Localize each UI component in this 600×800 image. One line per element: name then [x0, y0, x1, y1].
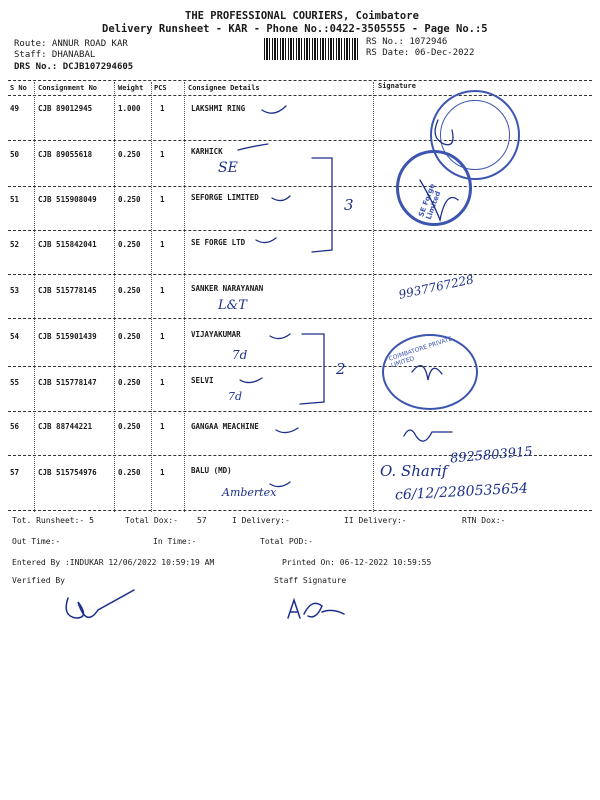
row-sno: 53: [10, 286, 20, 295]
arrow-stroke: [272, 196, 290, 201]
row-consignment: CJB 515901439: [38, 332, 97, 341]
row-pcs: 1: [160, 422, 165, 431]
row-weight: 0.250: [118, 378, 141, 387]
handwritten-note: Ambertex: [222, 486, 277, 499]
entered-by: Entered By :INDUKAR 12/06/2022 10:59:19 AM: [12, 558, 215, 567]
rs-date: RS Date: 06-Dec-2022: [366, 48, 475, 58]
ii-delivery: II Delivery:-: [344, 516, 407, 525]
drs-number: DRS No.: DCJB107294605: [14, 62, 134, 72]
row-consignee: SEFORGE LIMITED: [191, 193, 259, 202]
printed-on: Printed On: 06-12-2022 10:59:55: [282, 558, 432, 567]
row-consignee: SELVI: [191, 376, 214, 385]
row-sno: 50: [10, 150, 20, 159]
handwritten-phone: c6/12/2280535654: [394, 480, 529, 504]
handwritten-note: SE: [218, 160, 238, 176]
arrow-stroke: [256, 238, 276, 243]
row-pcs: 1: [160, 195, 165, 204]
handwritten-note: 7d: [232, 348, 248, 362]
row-consignee: VIJAYAKUMAR: [191, 330, 241, 339]
row-sno: 51: [10, 195, 20, 204]
handwritten-signature: O. Sharif: [380, 462, 448, 480]
route-label: Route: ANNUR ROAD KAR: [14, 39, 128, 49]
row-consignee: BALU (MD): [191, 466, 232, 475]
row-weight: 0.250: [118, 422, 141, 431]
table-bottom-rule: [8, 510, 592, 511]
row-weight: 0.250: [118, 286, 141, 295]
col-divider: [114, 82, 115, 512]
row-rule: [8, 366, 592, 367]
handwritten-bracket-count: 2: [336, 360, 346, 378]
privat-stamp: [382, 334, 478, 410]
in-time: In Time:-: [153, 537, 197, 546]
row-pcs: 1: [160, 468, 165, 477]
row-weight: 0.250: [118, 240, 141, 249]
staff-label: Staff: DHANABAL: [14, 50, 96, 60]
row-consignee: KARHICK: [191, 147, 223, 156]
row-rule: [8, 186, 592, 187]
row-consignment: CJB 515778147: [38, 378, 97, 387]
bracket-stroke: [312, 158, 332, 252]
header-bottom-rule: [8, 95, 592, 96]
row-pcs: 1: [160, 240, 165, 249]
row-sno: 57: [10, 468, 20, 477]
row-consignee: LAKSHMI RING: [191, 104, 246, 113]
stamp-text: COIMBATORE PRIVATE LIMITED: [387, 335, 454, 370]
col-divider: [151, 82, 152, 512]
verified-signature: [66, 590, 134, 618]
row-consignment: CJB 88744221: [38, 422, 93, 431]
row-sno: 56: [10, 422, 20, 431]
company-title: THE PROFESSIONAL COURIERS, Coimbatore: [185, 10, 419, 22]
row-weight: 0.250: [118, 195, 141, 204]
row-consignment: CJB 89012945: [38, 104, 93, 113]
row-pcs: 1: [160, 150, 165, 159]
row-sno: 49: [10, 104, 20, 113]
tot-runsheet: Tot. Runsheet:- 5: [12, 516, 94, 525]
row-consignment: CJB 515908049: [38, 195, 97, 204]
col-divider: [34, 82, 35, 512]
col-signature: Signature: [378, 82, 416, 90]
row-rule: [8, 318, 592, 319]
col-divider: [373, 82, 374, 512]
row-weight: 1.000: [118, 104, 141, 113]
row-consignee: GANGAA MEACHINE: [191, 422, 259, 431]
row-pcs: 1: [160, 104, 165, 113]
arrow-stroke: [262, 106, 286, 113]
staff-signature-stroke: [288, 600, 344, 618]
stamp-text: SE Forge Limited: [417, 182, 443, 221]
row-pcs: 1: [160, 332, 165, 341]
col-sno: S No: [10, 84, 27, 92]
row-rule: [8, 274, 592, 275]
seforge-stamp: [396, 150, 472, 226]
row-weight: 0.250: [118, 332, 141, 341]
row-consignee: SANKER NARAYANAN: [191, 284, 264, 293]
rtn-dox: RTN Dox:-: [462, 516, 506, 525]
verified-by-label: Verified By: [12, 576, 65, 585]
col-consignment: Consignment No: [38, 84, 98, 92]
row-sno: 54: [10, 332, 20, 341]
arrow-stroke: [238, 144, 268, 150]
handwritten-phone: 9937767228: [397, 272, 475, 302]
bracket-stroke: [300, 334, 324, 404]
arrow-stroke: [270, 334, 290, 339]
runsheet-subtitle: Delivery Runsheet - KAR - Phone No.:0422-3505555 - Page No.:5: [102, 23, 488, 35]
row-consignment: CJB 515754976: [38, 468, 97, 477]
row-pcs: 1: [160, 286, 165, 295]
total-dox-value: 57: [197, 516, 207, 525]
table-top-rule: [8, 80, 592, 81]
out-time: Out Time:-: [12, 537, 61, 546]
row-rule: [8, 411, 592, 412]
arrow-stroke: [276, 428, 298, 433]
total-dox-label: Total Dox:-: [125, 516, 178, 525]
arrow-stroke: [240, 378, 262, 383]
col-weight: Weight: [118, 84, 144, 92]
rs-number: RS No.: 1072946: [366, 37, 448, 47]
staff-signature-label: Staff Signature: [274, 576, 347, 585]
row-weight: 0.250: [118, 150, 141, 159]
row-sno: 52: [10, 240, 20, 249]
signature-stroke: [404, 430, 452, 441]
handwritten-note: L&T: [218, 298, 247, 313]
i-delivery: I Delivery:-: [232, 516, 290, 525]
col-divider: [184, 82, 185, 512]
handwritten-note: 7d: [228, 390, 243, 403]
row-weight: 0.250: [118, 468, 141, 477]
handwritten-phone: 8925803915: [449, 444, 534, 467]
row-consignee: SE FORGE LTD: [191, 238, 246, 247]
col-pcs: PCS: [154, 84, 167, 92]
row-rule: [8, 230, 592, 231]
handwritten-bracket-count: 3: [344, 196, 354, 214]
row-consignment: CJB 515778145: [38, 286, 97, 295]
row-consignment: CJB 515842041: [38, 240, 97, 249]
total-pod: Total POD:-: [260, 537, 313, 546]
row-sno: 55: [10, 378, 20, 387]
row-consignment: CJB 89055618: [38, 150, 93, 159]
row-pcs: 1: [160, 378, 165, 387]
barcode: [264, 38, 360, 60]
col-consignee: Consignee Details: [188, 84, 260, 92]
